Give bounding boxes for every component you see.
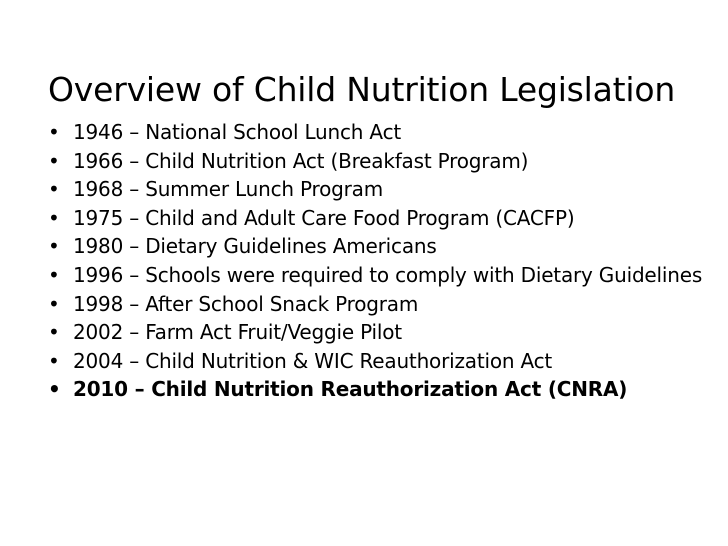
bullet-item-1996: [48, 261, 708, 290]
bullet-dot-icon: •: [48, 234, 60, 259]
slide-title: Overview of Child Nutrition Legislation: [48, 70, 676, 110]
bullet-text: 2010 – Child Nutrition Reauthorization Act (CNRA): [73, 377, 628, 402]
bullet-text: 1998 – After School Snack Program: [73, 291, 419, 316]
bullet-item-1980: [48, 232, 708, 261]
bullet-text: 2002 – Farm Act Fruit/Veggie Pilot: [73, 320, 402, 345]
bullet-item-1966: [48, 147, 708, 176]
bullet-item-1998: [48, 290, 708, 319]
bullet-dot-icon: •: [48, 348, 60, 373]
bullet-dot-icon: •: [48, 205, 60, 230]
bullet-item-1946: [48, 118, 708, 147]
bullet-dot-icon: •: [48, 377, 61, 402]
bullet-item-1968: [48, 175, 708, 204]
bullet-item-2002: [48, 318, 708, 347]
bullet-text: 1946 – National School Lunch Act: [73, 120, 402, 144]
bullet-text: 1996 – Schools were required to comply with Dietary Guidelines: [73, 262, 703, 287]
bullet-text: 1968 – Summer Lunch Program: [73, 177, 383, 202]
bullet-dot-icon: •: [48, 291, 60, 316]
bullet-text: 2004 – Child Nutrition & WIC Reauthorization Act: [73, 348, 553, 373]
bullet-dot-icon: •: [48, 262, 60, 287]
bullet-text: 1975 – Child and Adult Care Food Program (CACFP): [73, 205, 575, 230]
bullet-dot-icon: •: [48, 120, 60, 144]
bullet-dot-icon: •: [48, 177, 60, 202]
bullet-text: 1966 – Child Nutrition Act (Breakfast Program): [73, 148, 529, 173]
bullet-item-2010: [48, 375, 708, 404]
bullet-dot-icon: •: [48, 148, 60, 173]
bullet-text: 1980 – Dietary Guidelines Americans: [73, 234, 437, 259]
bullet-item-1975: [48, 204, 708, 233]
bullet-dot-icon: •: [48, 320, 60, 345]
bullet-list: [48, 118, 708, 404]
bullet-item-2004: [48, 347, 708, 376]
